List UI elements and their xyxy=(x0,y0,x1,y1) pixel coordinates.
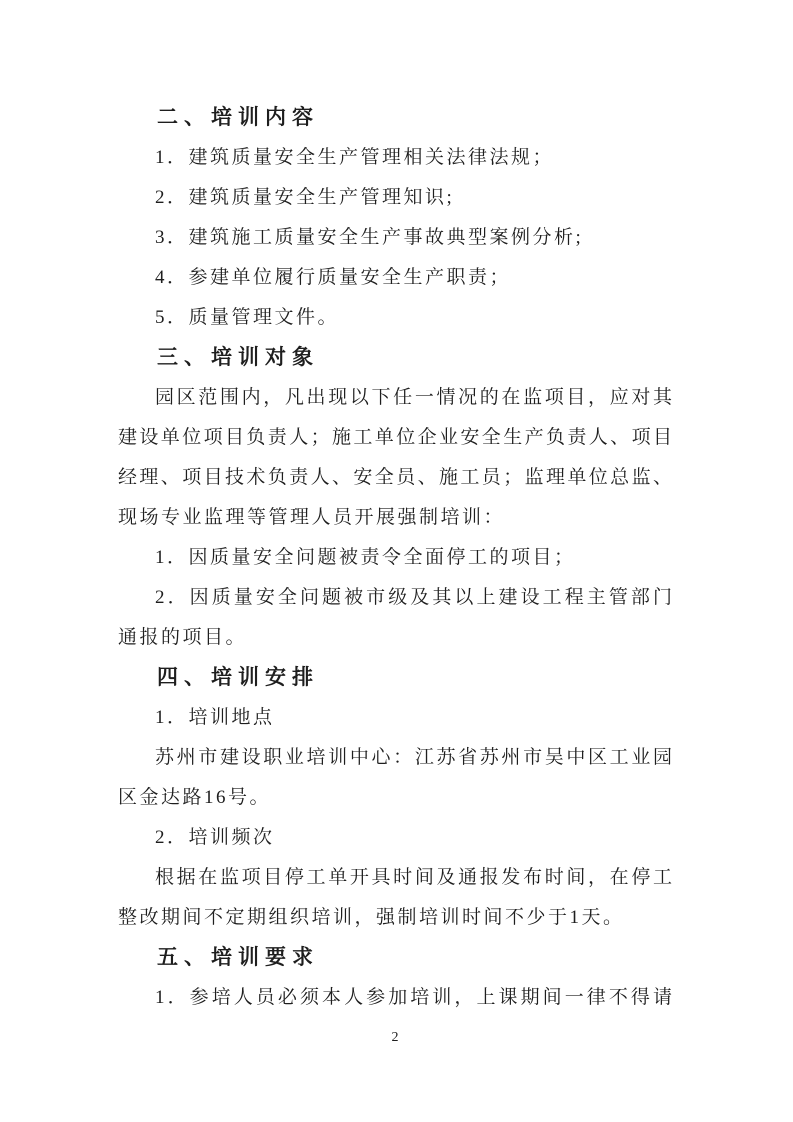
list-item: 1．培训地点 xyxy=(155,707,275,728)
paragraph-line: 经理、项目技术负责人、安全员、施工员；监理单位总监、 xyxy=(118,467,672,488)
list-item: 5．质量管理文件。 xyxy=(155,307,340,328)
paragraph-line: 1．参培人员必须本人参加培训，上课期间一律不得请 xyxy=(155,987,672,1008)
list-item: 1．因质量安全问题被责令全面停工的项目； xyxy=(155,547,576,568)
list-item: 4．参建单位履行质量安全生产职责； xyxy=(155,267,512,288)
list-item: 2．因质量安全问题被市级及其以上建设工程主管部门 xyxy=(155,587,672,608)
list-item: 3．建筑施工质量安全生产事故典型案例分析; xyxy=(155,227,584,248)
paragraph-line: 通报的项目。 xyxy=(118,627,248,648)
section-heading-training-requirements: 五、培训要求 xyxy=(157,946,319,969)
section-heading-training-arrangement: 四、培训安排 xyxy=(157,666,319,689)
section-heading-training-content: 二、培训内容 xyxy=(157,106,319,129)
list-item: 2．培训频次 xyxy=(155,827,275,848)
paragraph-line: 区金达路16号。 xyxy=(118,787,272,808)
list-item: 1．建筑质量安全生产管理相关法律法规； xyxy=(155,147,555,168)
paragraph-line: 苏州市建设职业培训中心：江苏省苏州市吴中区工业园 xyxy=(155,747,672,768)
list-item: 2．建筑质量安全生产管理知识; xyxy=(155,187,455,208)
paragraph-line: 现场专业监理等管理人员开展强制培训： xyxy=(118,507,506,528)
paragraph-line: 建设单位项目负责人；施工单位企业安全生产负责人、项目 xyxy=(118,427,672,448)
paragraph-line: 园区范围内，凡出现以下任一情况的在监项目，应对其 xyxy=(155,387,672,408)
page-number: 2 xyxy=(391,1030,399,1045)
section-heading-training-audience: 三、培训对象 xyxy=(157,346,319,369)
paragraph-line: 整改期间不定期组织培训，强制培训时间不少于1天。 xyxy=(118,907,625,928)
paragraph-line: 根据在监项目停工单开具时间及通报发布时间，在停工 xyxy=(155,867,672,888)
document-body xyxy=(118,98,672,1058)
